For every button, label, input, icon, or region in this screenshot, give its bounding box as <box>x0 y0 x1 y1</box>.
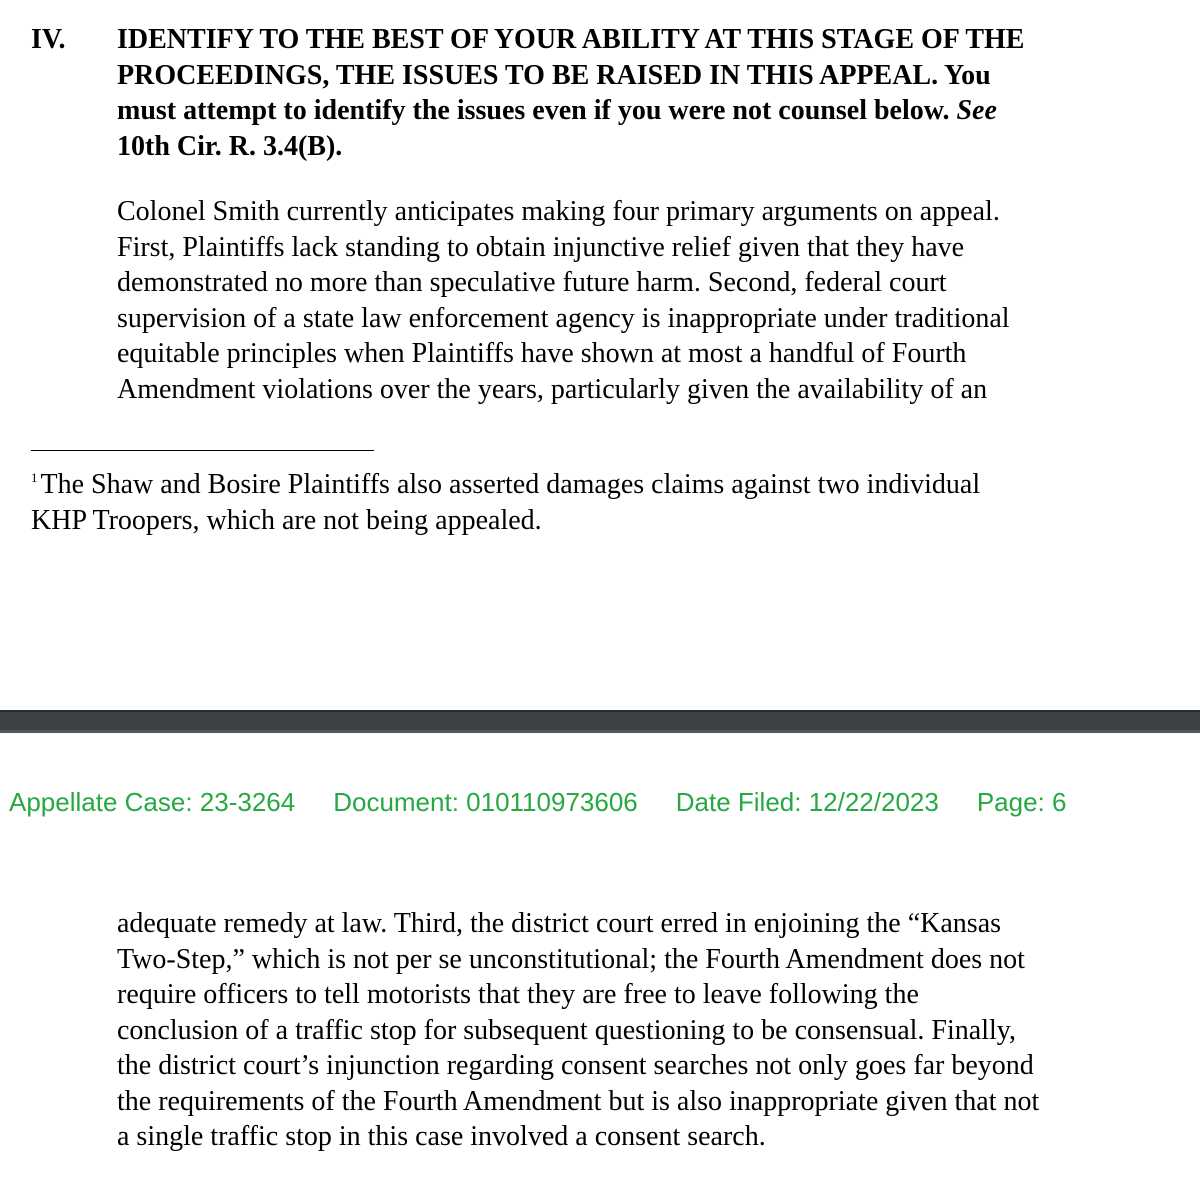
filing-date: Date Filed: 12/22/2023 <box>675 787 939 817</box>
footnote-text: The Shaw and Bosire Plaintiffs also asserted damages claims against two individual <box>40 469 981 500</box>
paragraph-line: require officers to tell motorists that they are free to leave following the <box>117 979 919 1010</box>
document-page-lower <box>0 733 1200 1194</box>
filing-document-number: Document: 010110973606 <box>333 787 638 817</box>
paragraph-line: supervision of a state law enforcement agency is inappropriate under traditional <box>117 302 1010 334</box>
heading-line-text: must attempt to identify the issues even if you were not counsel below. <box>117 95 950 126</box>
footnote-line: KHP Troopers, which are not being appealed. <box>31 505 542 536</box>
paragraph-line: conclusion of a traffic stop for subsequent questioning to be consensual. Finally, <box>117 1014 1016 1046</box>
paragraph-line: a single traffic stop in this case involved a consent search. <box>117 1121 766 1152</box>
paragraph-line: Amendment violations over the years, particularly given the availability of an <box>117 373 988 405</box>
footnote-separator-rule <box>31 450 374 451</box>
footnote-line <box>31 467 1151 503</box>
paragraph-line: the requirements of the Fourth Amendment but is also inappropriate given that not <box>117 1085 1040 1117</box>
paragraph-line: the district court’s injunction regarding consent searches not only goes far beyond <box>117 1050 1034 1081</box>
section-heading-text <box>117 22 1157 164</box>
body-paragraph-lower <box>117 906 1177 1155</box>
paragraph-line: First, Plaintiffs lack standing to obtain injunctive relief given that they have <box>117 231 965 263</box>
heading-line: 10th Cir. R. 3.4(B). <box>117 130 343 162</box>
filing-page-number: Page: 6 <box>976 787 1067 817</box>
paragraph-line: adequate remedy at law. Third, the district court erred in enjoining the “Kansas <box>117 908 1002 939</box>
paragraph-line: demonstrated no more than speculative future harm. Second, federal court <box>117 267 947 298</box>
paragraph-line: Two-Step,” which is not per se unconstitutional; the Fourth Amendment does not <box>117 943 1025 975</box>
page-separator <box>0 710 1200 733</box>
paragraph-line: Colonel Smith currently anticipates making four primary arguments on appeal. <box>117 196 1000 227</box>
paragraph-line: equitable principles when Plaintiffs have shown at most a handful of Fourth <box>117 338 967 369</box>
heading-line: PROCEEDINGS, THE ISSUES TO BE RAISED IN THIS APPEAL. You <box>117 59 991 91</box>
footnote-marker: 1 <box>31 470 38 485</box>
filing-header <box>9 787 1066 818</box>
heading-line: IDENTIFY TO THE BEST OF YOUR ABILITY AT THIS STAGE OF THE <box>117 24 1025 55</box>
footnote <box>31 467 1151 539</box>
heading-see-signal: See <box>956 95 997 126</box>
body-paragraph-upper <box>117 194 1177 407</box>
section-numeral: IV. <box>31 24 66 55</box>
filing-case-number: Appellate Case: 23-3264 <box>9 787 296 817</box>
heading-line <box>117 93 1157 129</box>
